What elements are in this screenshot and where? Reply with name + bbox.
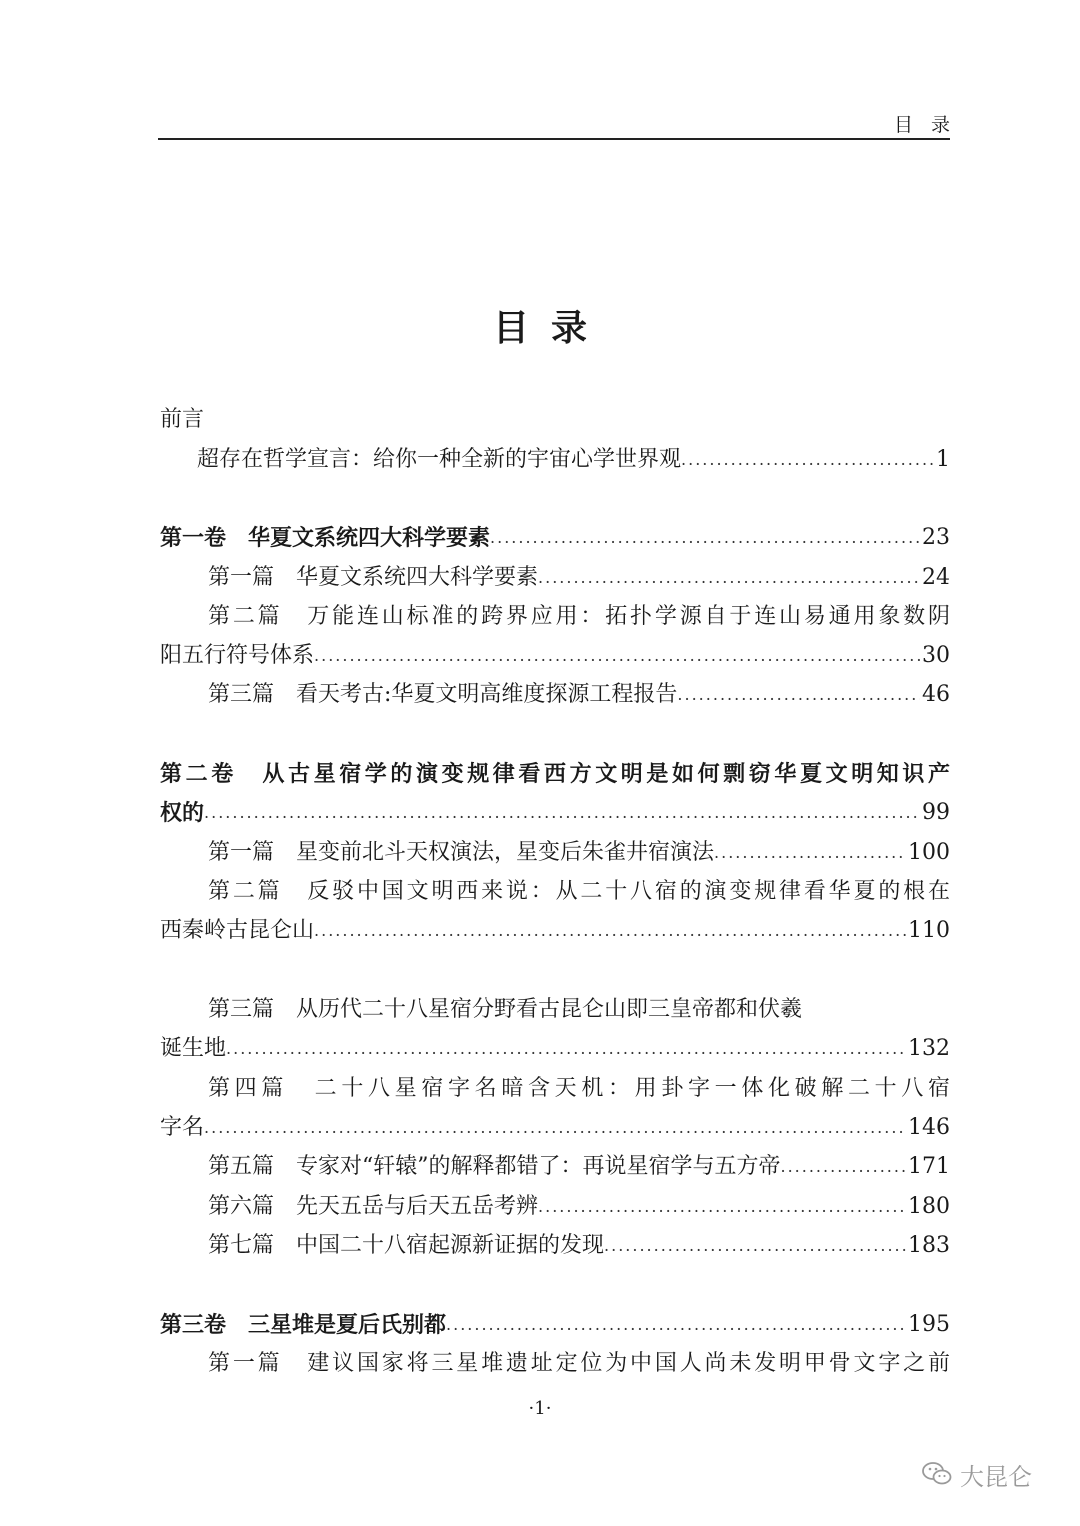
toc-volume-3[interactable]: 第三卷 三星堆是夏后氏别都 ..... 195 — [160, 1307, 950, 1343]
toc-entry-v2-5[interactable]: 第五篇 专家对“轩辕”的解释都错了：再说星宿学与五方帝 ..... 171 — [208, 1149, 950, 1185]
page-number: 171 — [908, 1154, 950, 1179]
page-number: 99 — [922, 800, 950, 825]
toc-entry-v2-4-line1[interactable]: 第四篇 二十八星宿字名暗含天机：用卦字一体化破解二十八宿 — [208, 1076, 950, 1101]
page-number: 24 — [922, 565, 950, 590]
toc-entry-v2-2-line1[interactable]: 第二篇 反驳中国文明西来说：从二十八宿的演变规律看华夏的根在 — [208, 879, 950, 904]
toc-entry-v1-2-line1[interactable]: 第二篇 万能连山标准的跨界应用：拓扑学源自于连山易通用象数阴 — [208, 604, 950, 629]
leader-dots — [538, 1189, 906, 1225]
wechat-icon — [922, 1461, 952, 1487]
page-number: 146 — [908, 1115, 950, 1140]
page-folio: ·1· — [528, 1398, 552, 1419]
toc-entry-v2-2-line2[interactable]: 西秦岭古昆仑山 ..... 110 — [160, 913, 950, 949]
toc-volume-1[interactable]: 第一卷 华夏文系统四大科学要素 ..... 23 — [160, 520, 950, 556]
leader-dots — [490, 520, 920, 556]
toc-entry-v2-1[interactable]: 第一篇 星变前北斗天权演法，星变后朱雀井宿演法 ..... 100 — [208, 835, 950, 871]
toc-volume-2-line2[interactable]: 权的 ..... 99 — [160, 795, 950, 831]
page-number: 23 — [922, 525, 950, 550]
toc-entry-v3-1[interactable]: 第一篇 建议国家将三星堆遗址定位为中国人尚未发明甲骨文字之前 — [208, 1351, 950, 1376]
toc-volume-2-line1[interactable]: 第二卷 从古星宿学的演变规律看西方文明是如何剽窃华夏文明知识产 — [160, 761, 950, 787]
toc-entry-v1-3[interactable]: 第三篇 看天考古:华夏文明高维度探源工程报告 ..... 46 — [208, 677, 950, 713]
toc-entry-v1-2-line2[interactable]: 阳五行符号体系 ..... 30 — [160, 638, 950, 674]
leader-dots — [204, 1110, 906, 1146]
page-title: 目录 — [492, 307, 609, 349]
leader-dots — [226, 1031, 906, 1067]
toc-entry-v2-4-line2[interactable]: 字名 ..... 146 — [160, 1110, 950, 1146]
toc-entry-v2-7[interactable]: 第七篇 中国二十八宿起源新证据的发现 ..... 183 — [208, 1228, 950, 1264]
page-number: 180 — [908, 1194, 950, 1219]
leader-dots — [677, 677, 920, 713]
page-number: 183 — [908, 1233, 950, 1258]
leader-dots — [714, 835, 906, 871]
leader-dots — [314, 638, 920, 674]
toc-entry-v1-1[interactable]: 第一篇 华夏文系统四大科学要素 ..... 24 — [208, 560, 950, 596]
running-header: 目录 — [893, 114, 968, 136]
leader-dots — [314, 913, 906, 949]
leader-dots — [204, 795, 920, 831]
header-rule — [158, 138, 950, 140]
leader-dots — [446, 1307, 906, 1343]
leader-dots — [781, 1149, 907, 1185]
page-number: 30 — [922, 643, 950, 668]
watermark — [922, 1454, 1032, 1494]
toc-entry-v2-3-line1[interactable]: 第三篇 从历代二十八星宿分野看古昆仑山即三皇帝都和伏羲 — [208, 997, 803, 1022]
page-number: 1 — [936, 447, 950, 472]
preface-label: 前言 — [160, 407, 205, 432]
toc-entry-preface[interactable]: 超存在哲学宣言：给你一种全新的宇宙心学世界观 ..... 1 — [197, 442, 950, 478]
watermark-text: 大昆仑 — [960, 1462, 1032, 1491]
page-number: 132 — [908, 1036, 950, 1061]
leader-dots — [681, 442, 934, 478]
page-number: 46 — [922, 682, 950, 707]
page-number: 195 — [908, 1312, 950, 1337]
toc-entry-v2-3-line2[interactable]: 诞生地 ..... 132 — [160, 1031, 950, 1067]
leader-dots — [604, 1228, 906, 1264]
page-number: 110 — [908, 918, 950, 943]
leader-dots — [538, 560, 920, 596]
page-number: 100 — [908, 840, 950, 865]
toc-entry-v2-6[interactable]: 第六篇 先天五岳与后天五岳考辨 ..... 180 — [208, 1189, 950, 1225]
